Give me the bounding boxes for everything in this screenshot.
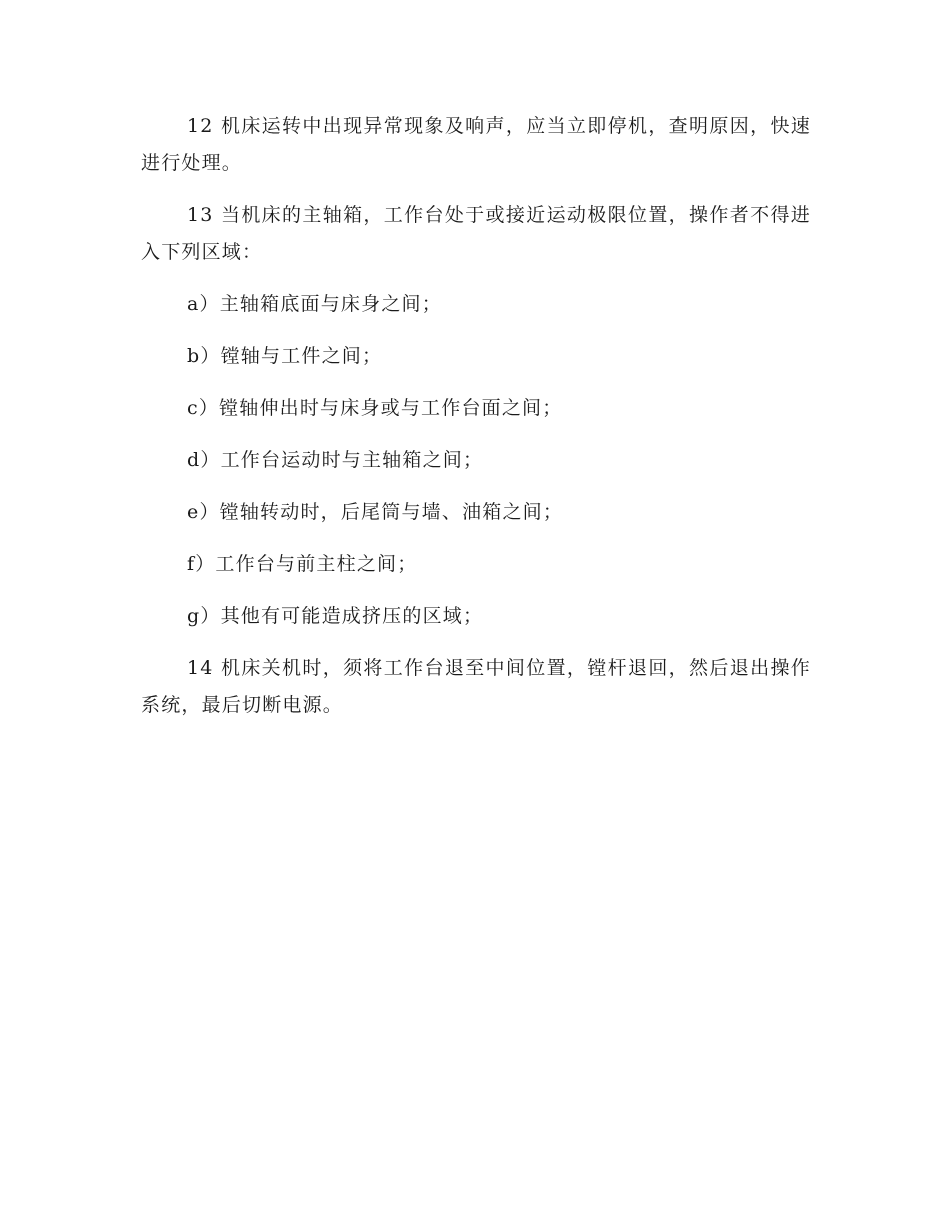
list-item-g: g）其他有可能造成挤压的区域； [187, 605, 484, 627]
document-page [141, 108, 811, 739]
list-item-b: b）镗轴与工件之间； [187, 345, 383, 367]
paragraph-13: 13 当机床的主轴箱，工作台处于或接近运动极限位置，操作者不得进入下列区域： [141, 204, 811, 263]
paragraph-12: 12 机床运转中出现异常现象及响声，应当立即停机，查明原因，快速进行处理。 [141, 115, 811, 174]
list-item-c: c）镗轴伸出时与床身或与工作台面之间； [187, 397, 563, 419]
list-item-e: e）镗轴转动时，后尾筒与墙、油箱之间； [187, 501, 564, 523]
list-item-d: d）工作台运动时与主轴箱之间； [187, 449, 484, 471]
list-item-a: a）主轴箱底面与床身之间； [187, 293, 442, 315]
paragraph-14: 14 机床关机时，须将工作台退至中间位置，镗杆退回，然后退出操作系统，最后切断电源。 [141, 657, 811, 716]
list-item-f: f）工作台与前主柱之间； [187, 553, 418, 575]
